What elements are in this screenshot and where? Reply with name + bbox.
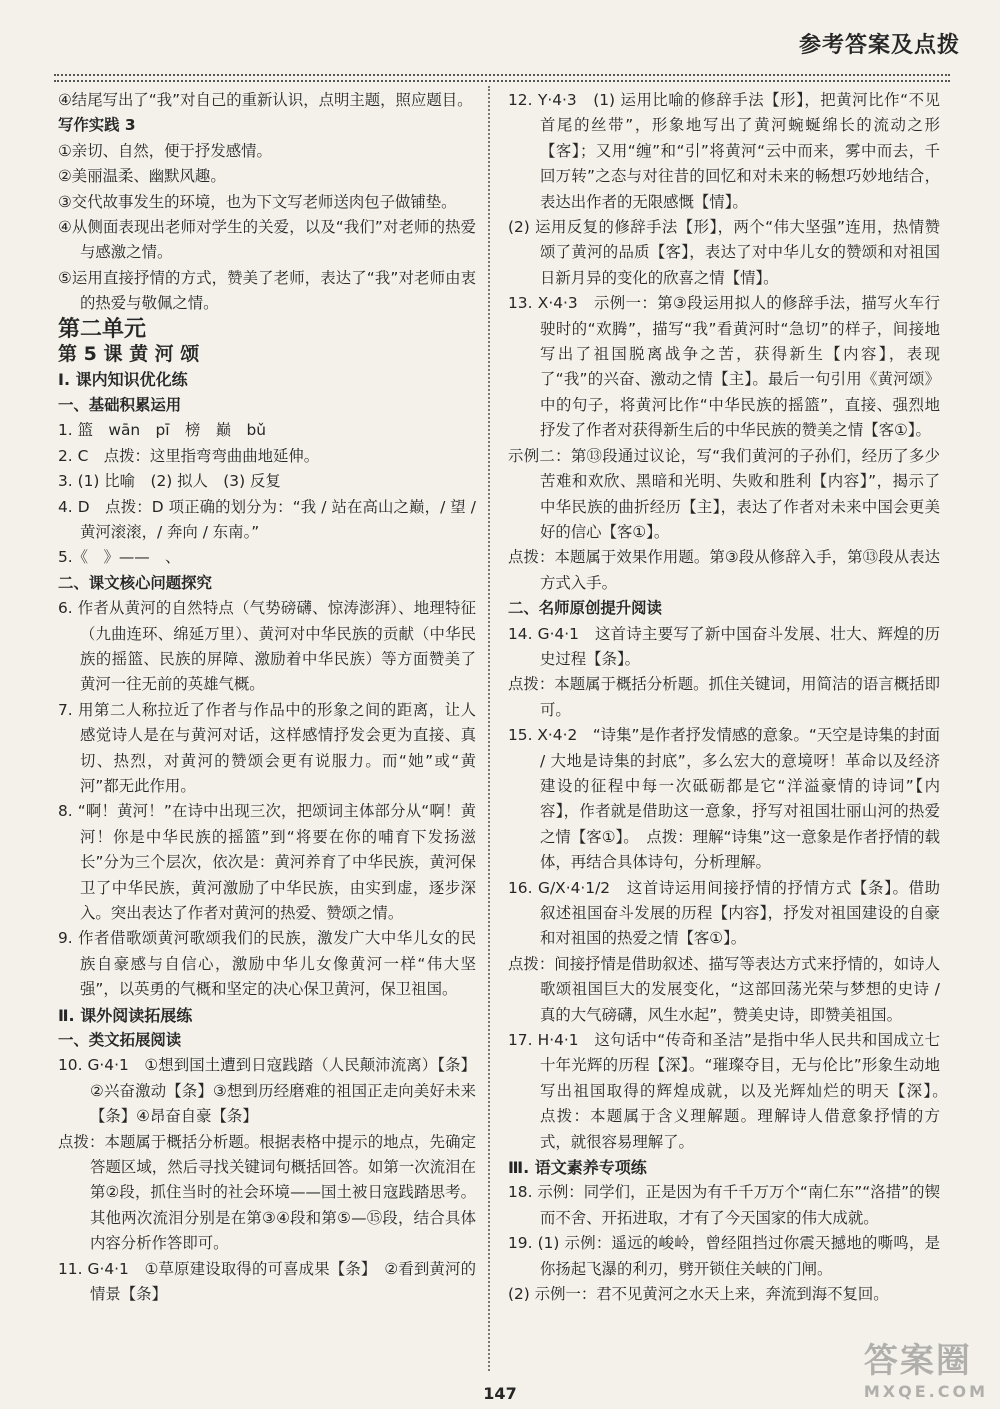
paragraph: 点拨：本题属于概括分析题。抓住关键词，用简洁的语言概括即可。 [508,675,940,719]
paragraph: 7. 用第二人称拉近了作者与作品中的形象之间的距离，让人感觉诗人是在与黄河对话，这样感情抒发会更为直接、真切、热烈，对黄河的赞颂会更有说服力。而“她”或“黄河”都无此作用。 [58,700,476,795]
paragraph: 二、名师原创提升阅读 [508,599,662,618]
paragraph: ③交代故事发生的环境，也为下文写老师送肉包子做铺垫。 [58,192,457,211]
paragraph: 第二单元 [58,316,147,342]
paragraph: 1. 篮 wān pī 榜 巅 bǔ [58,421,267,440]
paragraph: 13. X·4·3 示例一：第③段运用拟人的修辞手法，描写火车行驶时的“欢腾”，描写“我”看黄河时“急切”的样子，间接地写出了祖国脱离战争之苦，获得新生【内容】，表现了“我”的兴奋、激动之情【主】。最后一句引用《黄河颂》中的句子，将黄河比作“中华民族的摇篮”，直接、强烈地抒发了作者对获得新生后的中华民族的赞美之情【客①】。 [508,294,940,440]
watermark-sub: MXQE.COM [863,1382,988,1401]
paragraph: 15. X·4·2 “诗集”是作者抒发情感的意象。“天空是诗集的封面 / 大地是诗集的封底”，多么宏大的意境呀！革命以及经济建设的征程中每一次砥砺都是它“洋溢豪情的诗词”【内容】，作者就是借助这一意象，抒写对祖国壮丽山河的热爱之情【客①】。 点拨：理解“诗集”这一意象是作者抒情的载体，再结合具体诗句，分析理解。 [508,726,940,872]
right-column [508,88,956,1308]
paragraph: 10. G·4·1 ①想到国土遭到日寇践踏（人民颠沛流离）【条】②兴奋激动【条】③想到历经磨难的祖国正走向美好未来【条】④昂奋自豪【条】 [58,1056,476,1126]
watermark-logo [864,1333,988,1401]
header-title: 参考答案及点拨 [798,33,960,58]
paragraph: Ⅱ. 课外阅读拓展练 [58,1005,193,1025]
paragraph: (2) 运用反复的修辞手法【形】，两个“伟大坚强”连用，热情赞颂了黄河的品质【客】，表达了对中华儿女的赞颂和对祖国日新月异的变化的欣喜之情【情】。 [508,218,940,287]
paragraph: 9. 作者借歌颂黄河歌颂我们的民族，激发广大中华儿女的民族自豪感与自信心，激励中华儿女像黄河一样“伟大坚强”，以英勇的气概和坚定的决心保卫黄河，保卫祖国。 [58,929,476,999]
paragraph: 二、课文核心问题探究 [58,573,212,592]
paragraph: 6. 作者从黄河的自然特点（气势磅礴、惊涛澎湃）、地理特征（九曲连环、绵延万里）、黄河对中华民族的贡献（中华民族的摇篮、民族的屏障、激励着中华民族）等方面赞美了黄河一往无前的英雄气概。 [58,599,476,694]
column-divider [488,86,490,1371]
paragraph: 11. G·4·1 ①草原建设取得的可喜成果【条】 ②看到黄河的情景【条】 [58,1259,476,1304]
paragraph: 18. 示例：同学们，正是因为有千千万万个“南仁东”“洛措”的锲而不舍、开拓进取，才有了今天国家的伟大成就。 [508,1183,940,1227]
paragraph: Ⅲ. 语文素养专项练 [508,1158,647,1178]
paragraph: ②美丽温柔、幽默风趣。 [58,167,226,186]
paragraph: ⑤运用直接抒情的方式，赞美了老师，表达了“我”对老师由衷的热爱与敬佩之情。 [58,268,476,313]
paragraph: 19. (1) 示例：遥远的峻岭，曾经阻挡过你震天撼地的嘶鸣，是你扬起飞瀑的利刃，劈开锁住关峡的门闸。 [508,1234,940,1278]
paragraph: 14. G·4·1 这首诗主要写了新中国奋斗发展、壮大、辉煌的历史过程【条】。 [508,624,940,668]
paragraph: ④从侧面表现出老师对学生的关爱，以及“我们”对老师的热爱与感激之情。 [58,218,476,262]
paragraph: ④结尾写出了“我”对自己的重新认识，点明主题，照应题目。 [58,91,473,109]
paragraph: 4. D 点拨：D 项正确的划分为：“我 / 站在高山之巅，/ 望 / 黄河滚滚，/ 奔向 / 东南。” [58,497,476,541]
paragraph: 5.《 》—— 、 [58,548,181,567]
paragraph: 3. (1) 比喻 (2) 拟人 (3) 反复 [58,472,281,491]
paragraph: 12. Y·4·3 (1) 运用比喻的修辞手法【形】，把黄河比作“不见首尾的丝带”，形象地写出了黄河蜿蜒绵长的流动之形【客】；又用“缠”和“引”将黄河“云中而来，雾中而去，千回万转”之态与对往昔的回忆和对未来的畅想巧妙地结合，表达出作者的无限感慨【情】。 [508,91,940,211]
paragraph: 17. H·4·1 这句话中“传奇和圣洁”是指中华人民共和国成立七十年光辉的历程【深】。“璀璨夺目，无与伦比”形象生动地写出祖国取得的辉煌成就，以及光辉灿烂的明天【深】。 点拨：本题属于含义理解题。理解诗人借意象抒情的方式，就很容易理解了。 [508,1031,956,1151]
paragraph: (2) 示例一：君不见黄河之水天上来，奔流到海不复回。 [508,1285,889,1304]
page-number: 147 [483,1384,517,1403]
paragraph: ①亲切、自然，便于抒发感情。 [58,141,272,160]
header-divider [54,74,950,82]
paragraph: 点拨：本题属于效果作用题。第③段从修辞入手，第⑬段从表达方式入手。 [508,548,940,592]
watermark-main: 答案圈 [863,1341,972,1381]
paragraph: 一、类文拓展阅读 [58,1031,182,1050]
paragraph: 一、基础积累运用 [58,395,182,414]
paragraph: 2. C 点拨：这里指弯弯曲曲地延伸。 [58,446,320,465]
left-column [58,88,476,1308]
paragraph: 8. “啊！黄河！”在诗中出现三次，把颂词主体部分从“啊！黄河！你是中华民族的摇篮”到“将要在你的哺育下发扬滋长”分为三个层次，依次是：黄河养育了中华民族，黄河保卫了中华民族，黄河激励了中华民族，由实到虚，逐步深入。突出表达了作者对黄河的热爱、赞颂之情。 [58,802,476,922]
paragraph: 示例二：第⑬段通过议论，写“我们黄河的子孙们，经历了多少苦难和欢欣、黑暗和光明、失败和胜利【内容】”，揭示了中华民族的曲折经历【主】，表达了作者对未来中国会更美好的信心【客①】。 [508,446,940,541]
paragraph: Ⅰ. 课内知识优化练 [58,370,188,390]
paragraph: 16. G/X·4·1/2 这首诗运用间接抒情的抒情方式【条】。借助叙述祖国奋斗发展的历程【内容】，抒发对祖国建设的自豪和对祖国的热爱之情【客①】。 [508,878,940,948]
paragraph: 第 5 课 黄 河 颂 [58,343,200,366]
paragraph: 点拨：本题属于概括分析题。根据表格中提示的地点，先确定答题区域，然后寻找关键词句概括回答。如第一次流泪在第②段，抓住当时的社会环境——国土被日寇践踏思考。其他两次流泪分别是在第③④段和第⑤—⑮段，结合具体内容分析作答即可。 [58,1132,476,1253]
paragraph: 写作实践 3 [58,116,136,135]
paragraph: 点拨：间接抒情是借助叙述、描写等表达方式来抒情的，如诗人歌颂祖国巨大的发展变化，“这部回荡光荣与梦想的史诗 / 真的大气磅礴，风生水起”，赞美史诗，即赞美祖国。 [508,954,940,1024]
